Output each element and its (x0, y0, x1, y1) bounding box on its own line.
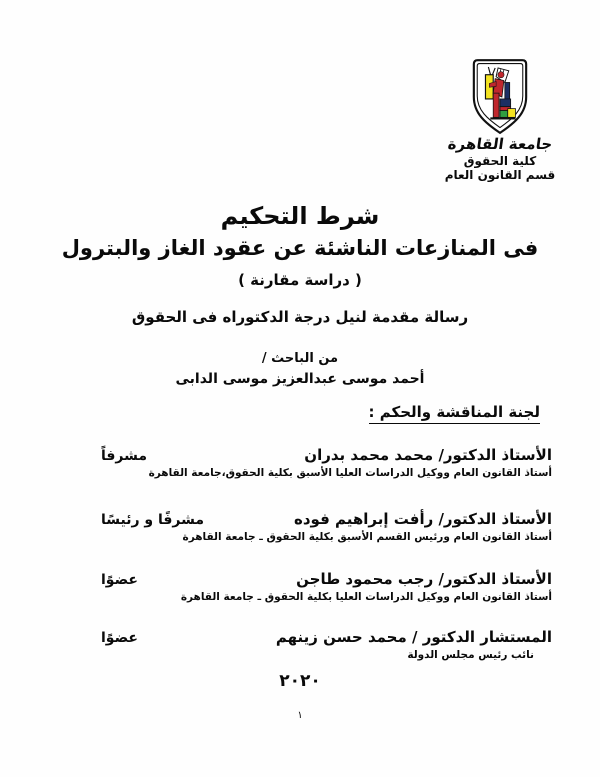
member-name: الأستاذ الدكتور/ محمد محمد بدران (304, 446, 552, 464)
member-role: مشرفًا و رئيسًا (101, 512, 205, 528)
member-role: عضوًا (101, 630, 138, 646)
member-title: أستاذ القانون العام ورئيس القسم الأسبق بكلية الحقوق ـ جامعة القاهرة (182, 531, 552, 543)
faculty-name: كلية الحقوق (463, 153, 537, 168)
member-name: المستشار الدكتور / محمد حسن زينهم (275, 628, 552, 646)
committee-member-row (95, 628, 552, 661)
member-name: الأستاذ الدكتور/ رأفت إبراهيم فوده (294, 510, 552, 528)
member-title: نائب رئيس مجلس الدولة (407, 649, 534, 661)
committee-member-row (95, 570, 552, 603)
member-title: أستاذ القانون العام ووكيل الدراسات العليا الأسبق بكلية الحقوق،جامعة القاهرة (148, 467, 552, 479)
department-name: قسم القانون العام (444, 168, 556, 183)
thesis-title-line1: شرط التحكيم (220, 202, 380, 230)
cairo-university-shield-icon (469, 58, 531, 136)
university-name-calligraphy: جامعة القاهرة (446, 135, 554, 153)
member-title: أستاذ القانون العام ووكيل الدراسات العليا بكلية الحقوق ـ جامعة القاهرة (180, 591, 552, 603)
member-name: الأستاذ الدكتور/ رجب محمود طاجن (296, 570, 552, 588)
committee-member-row (95, 510, 552, 543)
committee-heading-text: لجنة المناقشة والحكم : (369, 403, 541, 424)
author-label: من الباحث / (261, 351, 339, 366)
year: ٢٠٢٠ (279, 671, 321, 691)
committee-member-row (95, 446, 552, 479)
thesis-statement: رسالة مقدمة لنيل درجة الدكتوراه فى الحقوق (131, 308, 469, 326)
university-header-block (428, 58, 572, 183)
committee-heading (369, 403, 541, 424)
author-name: أحمد موسى عبدالعزيز موسى الدابى (175, 371, 425, 387)
member-role: مشرفاً (101, 448, 148, 464)
thesis-title-line2: فى المنازعات الناشئة عن عقود الغاز والبترول (61, 236, 539, 260)
member-role: عضوًا (101, 572, 138, 588)
thesis-subtitle: ( دراسة مقارنة ) (238, 271, 362, 289)
page-number: ١ (297, 710, 303, 721)
